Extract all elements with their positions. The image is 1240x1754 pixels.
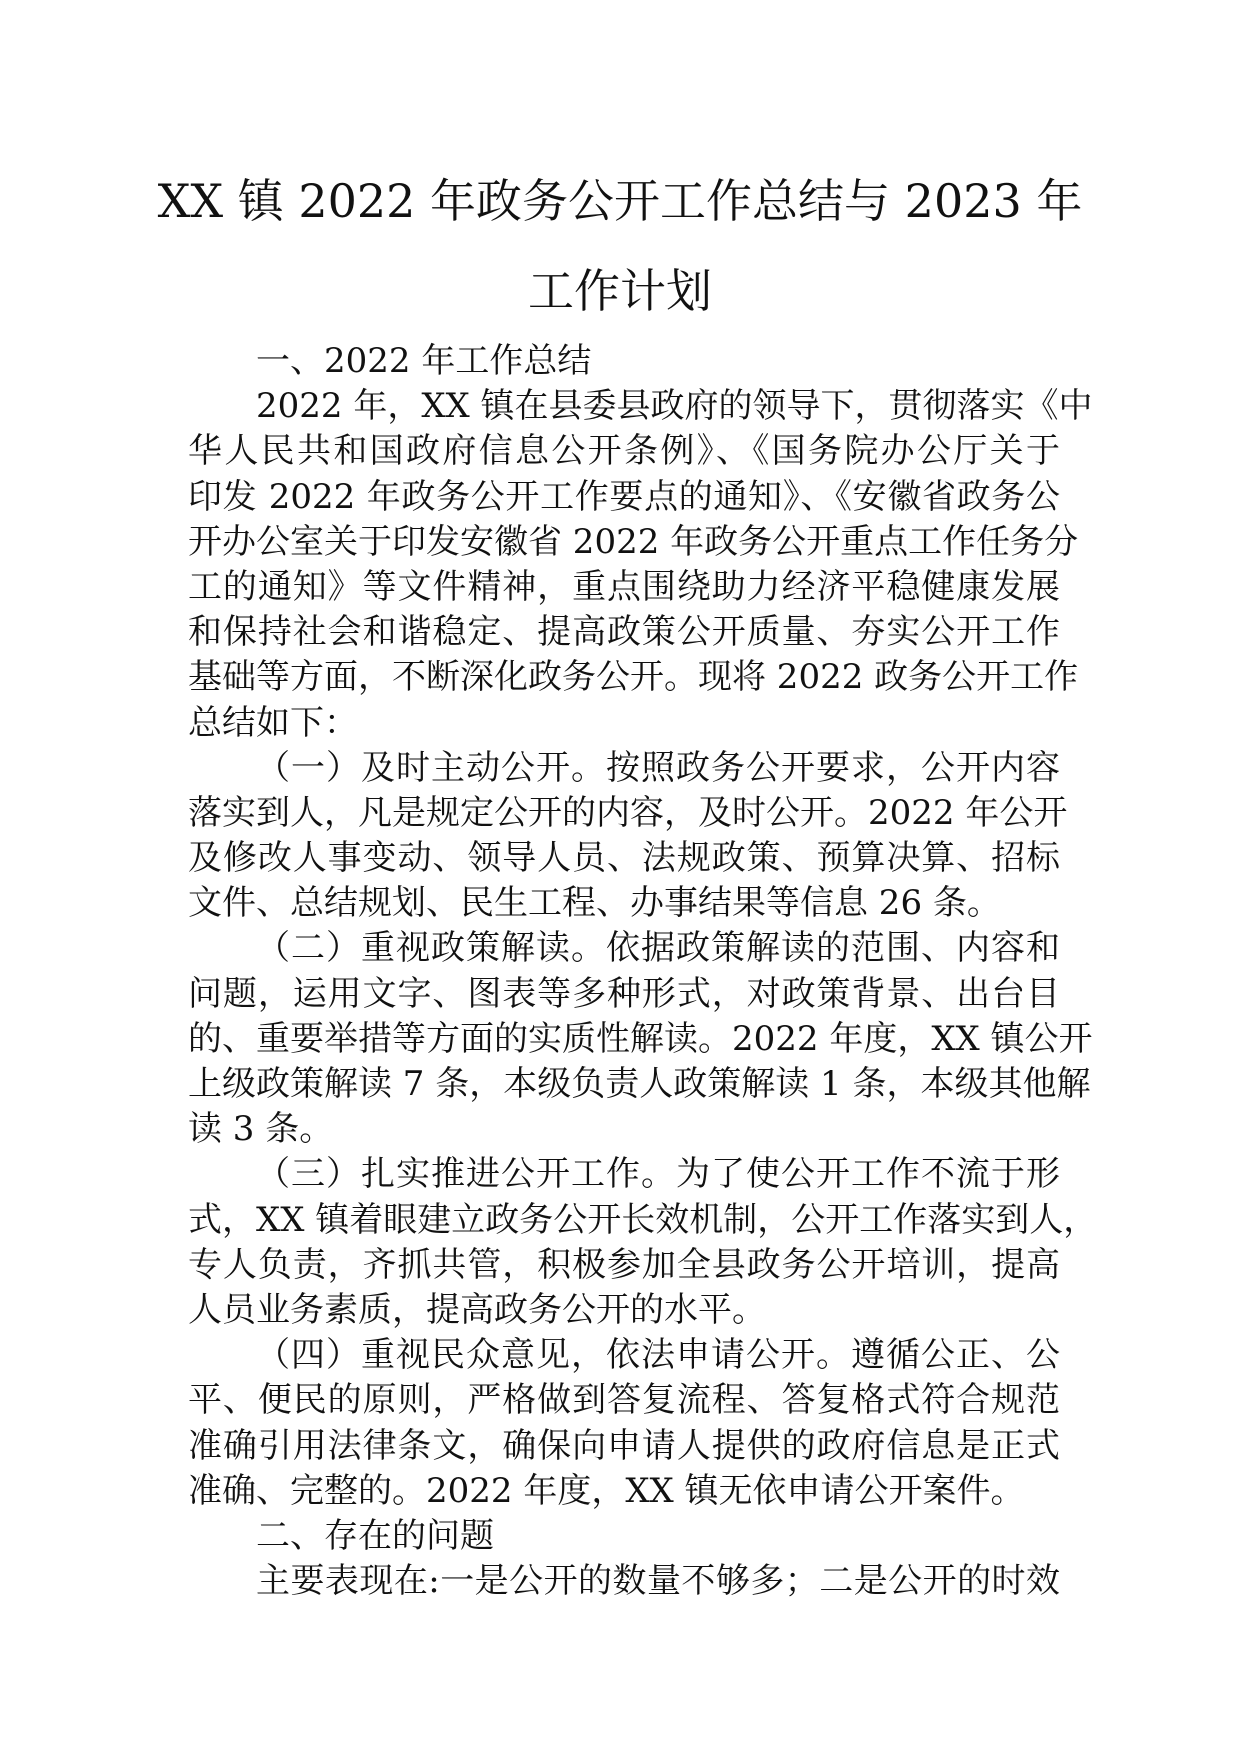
section-heading-summary: 一、2022 年工作总结 xyxy=(256,341,592,381)
paragraph-line: 准确、完整的。2022 年度，XX 镇无依申请公开案件。 xyxy=(188,1470,1025,1511)
paragraph-line: 专人负责，齐抓共管，积极参加全县政务公开培训，提高 xyxy=(188,1244,1060,1285)
section-heading-problems: 二、存在的问题 xyxy=(256,1515,494,1556)
paragraph-line: 开办公室关于印发安徽省 2022 年政务公开重点工作任务分 xyxy=(188,521,1079,562)
paragraph-line: 准确引用法律条文，确保向申请人提供的政府信息是正式 xyxy=(188,1425,1060,1466)
paragraph-line: 及修改人事变动、领导人员、法规政策、预算决算、招标 xyxy=(188,838,1060,879)
paragraph-line: 基础等方面，不断深化政务公开。现将 2022 政务公开工作 xyxy=(188,657,1079,698)
paragraph-line: 总结如下： xyxy=(188,702,358,743)
paragraph-line: 2022 年，XX 镇在县委县政府的领导下，贯彻落实《中 xyxy=(256,386,1093,427)
paragraph-line: 人员业务素质，提高政务公开的水平。 xyxy=(188,1289,766,1330)
subsection-line: （二）重视政策解读。依据政策解读的范围、内容和 xyxy=(256,928,1060,969)
paragraph-line: 工的通知》等文件精神，重点围绕助力经济平稳健康发展 xyxy=(188,566,1060,607)
paragraph-line: 平、便民的原则，严格做到答复流程、答复格式符合规范 xyxy=(188,1380,1060,1421)
paragraph-line: 的、重要举措等方面的实质性解读。2022 年度，XX 镇公开 xyxy=(188,1018,1093,1059)
paragraph-line: 问题，运用文字、图表等多种形式，对政策背景、出台目 xyxy=(188,973,1060,1014)
paragraph-line: 和保持社会和谐稳定、提高政策公开质量、夯实公开工作 xyxy=(188,612,1060,653)
paragraph-line: 文件、总结规划、民生工程、办事结果等信息 26 条。 xyxy=(188,883,1001,924)
subsection-line: （四）重视民众意见，依法申请公开。遵循公正、公 xyxy=(256,1335,1060,1376)
paragraph-line: 主要表现在:一是公开的数量不够多；二是公开的时效 xyxy=(256,1561,1060,1602)
paragraph-line: 落实到人，凡是规定公开的内容，及时公开。2022 年公开 xyxy=(188,792,1068,833)
subsection-line: （三）扎实推进公开工作。为了使公开工作不流于形 xyxy=(256,1154,1060,1195)
paragraph-line: 上级政策解读 7 条，本级负责人政策解读 1 条，本级其他解 xyxy=(188,1064,1091,1104)
paragraph-line: 印发 2022 年政务公开工作要点的通知》、《安徽省政务公 xyxy=(188,476,1060,517)
paragraph-line: 读 3 条。 xyxy=(188,1109,334,1150)
paragraph-line: 华人民共和国政府信息公开条例》、《国务院办公厅关于 xyxy=(188,431,1060,472)
subsection-line: （一）及时主动公开。按照政务公开要求，公开内容 xyxy=(256,747,1060,788)
document-body xyxy=(188,339,1098,1604)
document-title-line-1: XX 镇 2022 年政务公开工作总结与 2023 年 xyxy=(157,174,1083,228)
document-title-line-2: 工作计划 xyxy=(528,264,712,318)
paragraph-line: 式，XX 镇着眼建立政务公开长效机制，公开工作落实到人， xyxy=(188,1199,1098,1240)
